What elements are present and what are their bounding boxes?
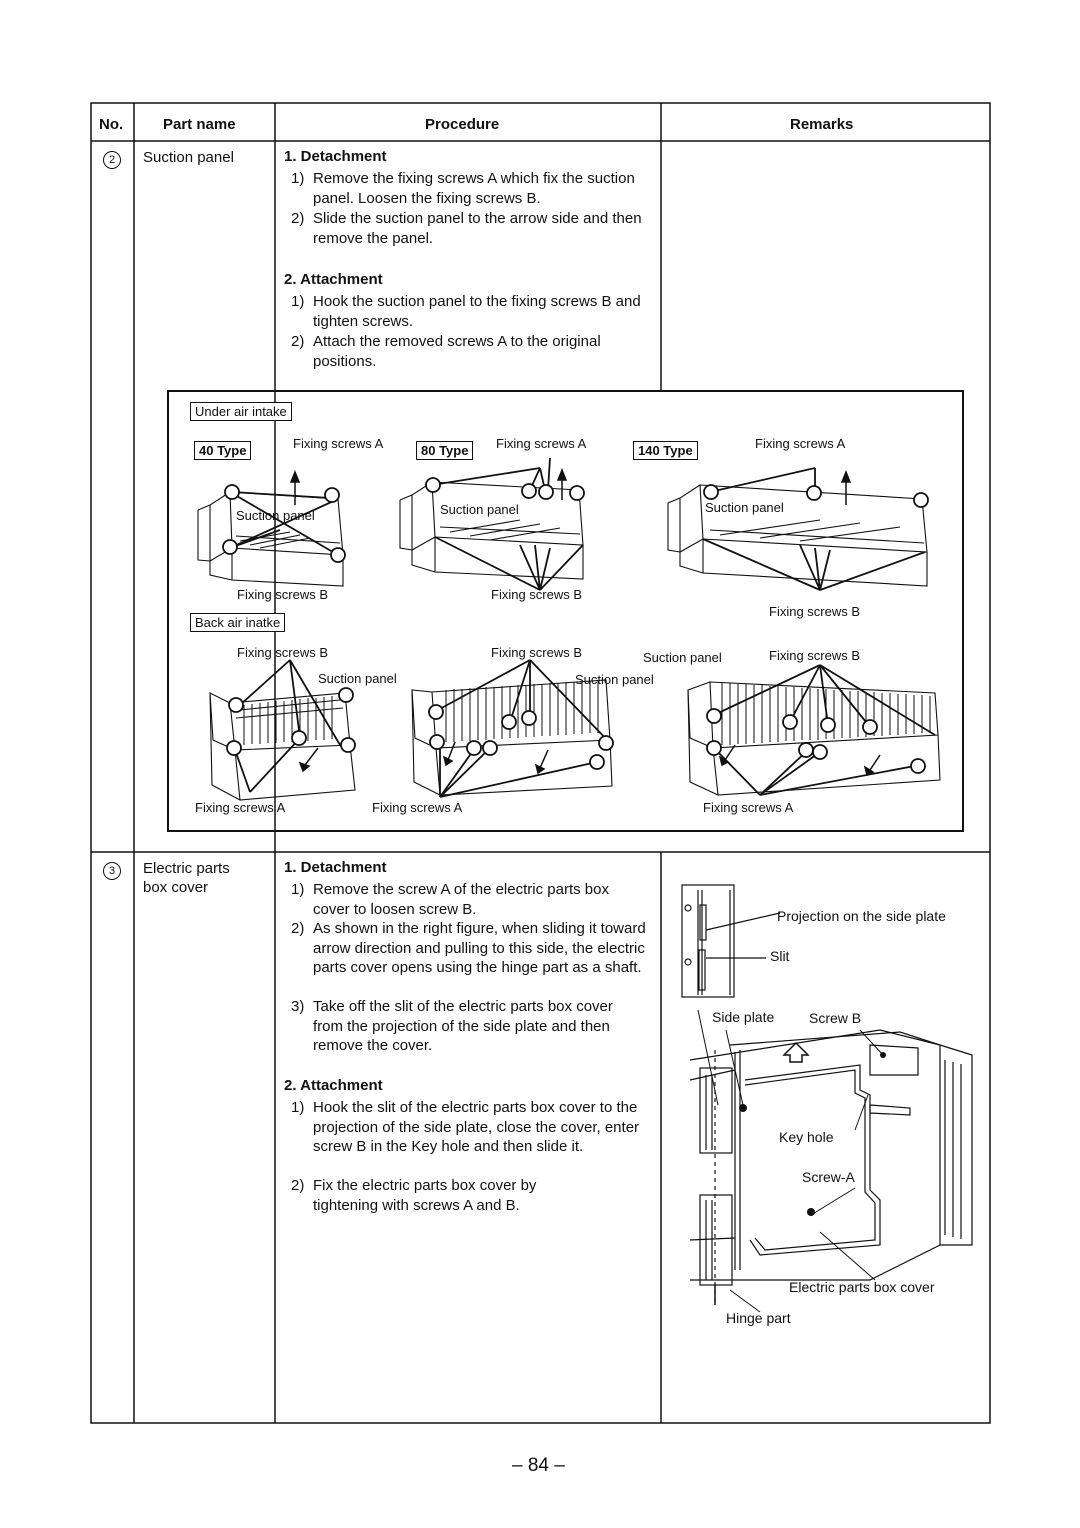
suction-panel-label: Suction panel: [643, 650, 722, 665]
step-number: 3): [291, 998, 305, 1015]
step-number: 1): [291, 170, 305, 187]
slit-label: Slit: [770, 948, 790, 964]
type-80-label: 80 Type: [416, 441, 473, 460]
step-text: Remove the screw A of the electric parts box cover to loosen screw B.: [313, 881, 609, 918]
step-number: 1): [291, 881, 305, 898]
fixing-screws-a-label: Fixing screws A: [703, 800, 794, 815]
suction-panel-label: Suction panel: [236, 508, 315, 523]
suction-panel-label: Suction panel: [575, 672, 654, 687]
step-text: Hook the suction panel to the fixing screws B and tighten screws.: [313, 293, 641, 330]
box-cover-label: Electric parts box cover: [789, 1279, 935, 1295]
screw-b-label: Screw B: [809, 1010, 862, 1026]
fixing-screws-b-label: Fixing screws B: [491, 587, 583, 602]
fixing-screws-a-label: Fixing screws A: [496, 436, 587, 451]
suction-panel-label: Suction panel: [705, 500, 784, 515]
step-number: 2): [291, 210, 305, 227]
type-40-label: 40 Type: [194, 441, 251, 460]
row-number: 2: [103, 151, 121, 169]
part-name-line2: box cover: [143, 879, 209, 896]
detachment-title: 1. Detachment: [284, 148, 387, 165]
fixing-screws-b-label: Fixing screws B: [237, 645, 329, 660]
projection-label: Projection on the side plate: [777, 908, 946, 924]
step-text: Take off the slit of the electric parts box cover from the projection of the side plate and then remove the cover.: [313, 998, 613, 1054]
suction-panel-label: Suction panel: [440, 502, 519, 517]
fixing-screws-b-label: Fixing screws B: [769, 648, 861, 663]
header-remarks: Remarks: [790, 116, 854, 133]
header-no: No.: [99, 116, 124, 133]
under-intake-label: Under air intake: [190, 402, 292, 421]
back-intake-label: Back air inatke: [190, 613, 285, 632]
screw-a-label: Screw-A: [802, 1169, 855, 1185]
step-text: Attach the removed screws A to the original positions.: [313, 333, 601, 370]
fixing-screws-a-label: Fixing screws A: [293, 436, 384, 451]
step-text: Fix the electric parts box cover by tightening with screws A and B.: [313, 1177, 537, 1214]
step-number: 2): [291, 333, 305, 350]
fixing-screws-b-label: Fixing screws B: [491, 645, 583, 660]
step-number: 2): [291, 920, 305, 937]
fixing-screws-a-label: Fixing screws A: [755, 436, 846, 451]
fixing-screws-a-label: Fixing screws A: [195, 800, 286, 815]
page-number: – 84 –: [512, 1455, 565, 1476]
row-number: 3: [103, 862, 121, 880]
part-name: Suction panel: [143, 149, 234, 166]
side-plate-label: Side plate: [712, 1009, 775, 1025]
hinge-part-label: Hinge part: [726, 1310, 791, 1326]
key-hole-label: Key hole: [779, 1129, 834, 1145]
part-name: Electric parts: [143, 860, 230, 877]
attachment-title: 2. Attachment: [284, 1077, 383, 1094]
attachment-title: 2. Attachment: [284, 271, 383, 288]
fixing-screws-b-label: Fixing screws B: [769, 604, 861, 619]
suction-panel-label: Suction panel: [318, 671, 397, 686]
step-number: 1): [291, 293, 305, 310]
step-number: 1): [291, 1099, 305, 1116]
step-text: As shown in the right figure, when sliding it toward arrow direction and pulling to this side, the electric parts cover opens using the hinge part as a shaft.: [313, 920, 646, 976]
type-140-label: 140 Type: [633, 441, 698, 460]
header-procedure: Procedure: [425, 116, 500, 133]
fixing-screws-a-label: Fixing screws A: [372, 800, 463, 815]
step-number: 2): [291, 1177, 305, 1194]
step-text: Remove the fixing screws A which fix the suction panel. Loosen the fixing screws B.: [313, 170, 635, 207]
detachment-title: 1. Detachment: [284, 859, 387, 876]
step-text: Slide the suction panel to the arrow side and then remove the panel.: [313, 210, 642, 247]
step-text: Hook the slit of the electric parts box cover to the projection of the side plate, close the cover, enter screw B in the Key hole and then slide it.: [313, 1099, 640, 1155]
fixing-screws-b-label: Fixing screws B: [237, 587, 329, 602]
header-part-name: Part name: [163, 116, 236, 133]
